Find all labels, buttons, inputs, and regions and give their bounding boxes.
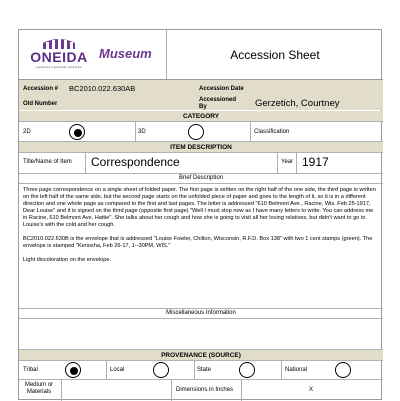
logo-text: ONEIDA	[30, 49, 88, 65]
divider	[61, 379, 62, 401]
provenance-heading: PROVENANCE (SOURCE)	[161, 351, 241, 359]
title-name-label: Title/Name of Item	[23, 159, 72, 165]
logo-tagline: A good mind. A good heart. A strong fire.	[35, 66, 83, 69]
category-3d-radio[interactable]	[188, 124, 204, 140]
divider	[85, 152, 86, 173]
accessioned-by-value[interactable]: Gerzetich, Courtney	[255, 98, 340, 109]
divider	[19, 360, 383, 361]
divider	[296, 152, 297, 173]
divider	[281, 360, 282, 379]
divider	[171, 379, 172, 401]
divider	[19, 173, 383, 174]
provenance-national-label: National	[285, 367, 308, 373]
provenance-national-radio[interactable]	[335, 362, 351, 378]
provenance-tribal-label: Tribal	[23, 367, 38, 373]
description-paragraph: BC2010.022.630B is the envelope that is addressed "Louise Fowler, Chilton, Wisconsin, R.F.D. Box 138" with two 1 cent stamps (green). The envelope is stamped "Kenosha, Feb 26-17, 1--30PM, WIS."	[23, 236, 373, 249]
classification-label: Classification	[254, 129, 290, 135]
misc-info-label: Miscellaneous Information	[166, 310, 236, 316]
provenance-local-radio[interactable]	[153, 362, 169, 378]
provenance-state-radio[interactable]	[239, 362, 255, 378]
description-paragraph: Three page correspondence on a single sheet of folded paper. The first page is written on the right half of the one side, the third page is written on the left half of the same side, but the second page starts on the unfolded piece of paper and goes to the length of it, so it is in a different direction and one whole page as compared to the first and last pages. The letter is addressed "610 Belmont Ave., Racine, Wis. Feb 25-1917, Dear Louise" and it is signed on the third page (opposite first page) "Well I must stop now as I have many letters to write. You can address me in Racine, 610 Belmont Ave, Hattie". She talks about her cough and how she is going to visit all her loving relatives, but didn't want to go to Louise's with the cold and her cough.	[23, 187, 376, 228]
item-description-heading: ITEM DESCRIPTION	[170, 143, 232, 151]
category-heading: CATEGORY	[182, 112, 220, 120]
divider	[194, 360, 195, 379]
accession-number-value[interactable]: BC2010.022.630AB	[69, 84, 136, 93]
divider	[250, 121, 251, 141]
title-name-value[interactable]: Correspondence	[91, 155, 180, 169]
divider	[106, 360, 107, 379]
category-2d-label: 2D	[23, 129, 31, 135]
divider	[19, 318, 383, 319]
divider	[135, 121, 136, 141]
longhouse-icon	[29, 36, 89, 50]
provenance-tribal-radio[interactable]	[65, 362, 81, 378]
divider	[19, 308, 383, 309]
accessioned-by-label: Accessioned By	[199, 97, 237, 110]
dimensions-label: Dimensions in Inches	[176, 387, 234, 393]
divider	[241, 379, 242, 401]
category-3d-label: 3D	[138, 129, 146, 135]
divider	[19, 183, 383, 184]
sheet-title: Accession Sheet	[230, 48, 320, 62]
divider	[19, 379, 383, 380]
brief-description-text[interactable]	[23, 187, 379, 305]
divider	[19, 121, 383, 122]
accession-date-label: Accession Date	[199, 86, 244, 92]
divider	[19, 152, 383, 153]
category-2d-radio[interactable]	[69, 124, 85, 140]
provenance-state-label: State	[197, 367, 212, 373]
dimensions-separator: X	[309, 387, 314, 393]
provenance-local-label: Local	[110, 367, 125, 373]
year-label: Year	[281, 159, 294, 165]
divider	[277, 152, 278, 173]
medium-materials-label: Medium or Materials	[24, 382, 54, 395]
description-paragraph: Light discoloration on the envelope.	[23, 257, 112, 263]
museum-label: Museum	[99, 46, 152, 61]
year-value[interactable]: 1917	[302, 155, 329, 169]
brief-description-label: Brief Description	[178, 175, 223, 181]
accession-number-label: Accession #	[23, 86, 59, 92]
accession-sheet	[18, 29, 382, 400]
medium-materials-value[interactable]	[65, 384, 165, 394]
oneida-logo	[29, 36, 89, 74]
old-number-label: Old Number	[23, 101, 58, 107]
